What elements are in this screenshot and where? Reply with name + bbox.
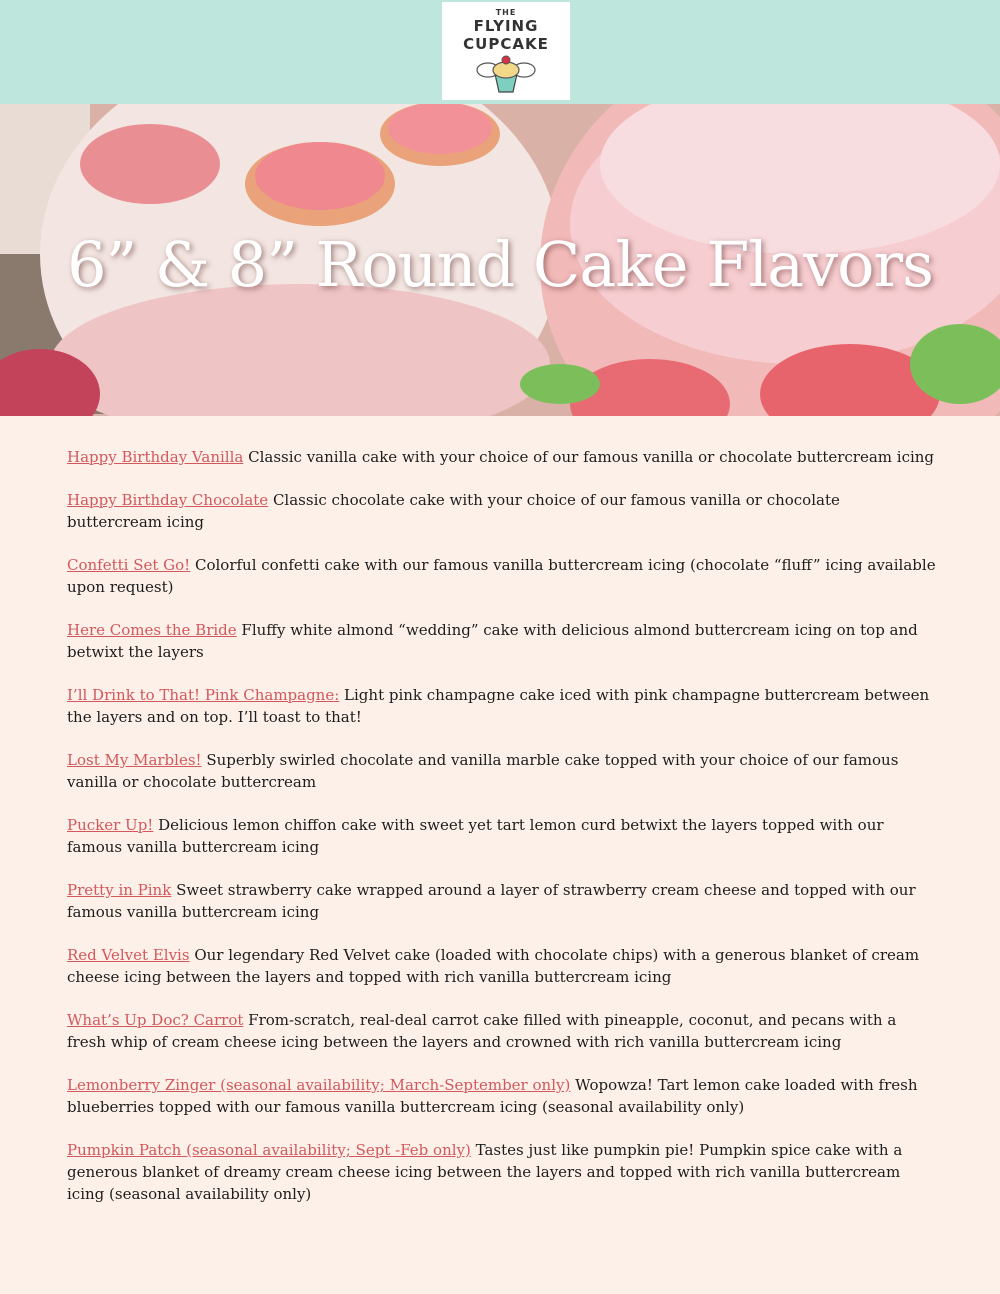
- flavor-description: Fluffy white almond “wedding” cake with delicious almond buttercream icing on top and betwixt the layers: [67, 621, 918, 661]
- flavor-name-link[interactable]: Pretty in Pink: [67, 881, 172, 899]
- header-bar: [0, 0, 1000, 104]
- flavor-name-link[interactable]: Here Comes the Bride: [67, 621, 237, 639]
- flavor-description: Classic vanilla cake with your choice of our famous vanilla or chocolate buttercream icing: [243, 448, 935, 466]
- hero-banner: [0, 104, 1000, 416]
- flavor-name-link[interactable]: Pumpkin Patch (seasonal availability; Sept -Feb only): [67, 1141, 471, 1159]
- flavor-name-link[interactable]: Lost My Marbles!: [67, 751, 202, 769]
- flavor-item: [67, 749, 937, 793]
- flavor-name-link[interactable]: I’ll Drink to That! Pink Champagne:: [67, 686, 340, 704]
- flavor-description: From-scratch, real-deal carrot cake filled with pineapple, coconut, and pecans with a fresh whip of cream cheese icing between the layers and crowned with rich vanilla buttercream icing: [67, 1011, 897, 1051]
- flying-cupcake-logo[interactable]: [442, 2, 570, 100]
- flavor-description: Our legendary Red Velvet cake (loaded with chocolate chips) with a generous blanket of cream cheese icing between the layers and topped with rich vanilla buttercream icing: [67, 946, 920, 986]
- flavor-item: [67, 944, 937, 988]
- flavor-name-link[interactable]: Lemonberry Zinger (seasonal availability; March-September only): [67, 1076, 571, 1094]
- flavor-description: Delicious lemon chiffon cake with sweet yet tart lemon curd betwixt the layers topped with our famous vanilla buttercream icing: [67, 816, 884, 856]
- flavor-name-link[interactable]: Pucker Up!: [67, 816, 154, 834]
- flavor-item: [67, 684, 937, 728]
- flavor-description: Superbly swirled chocolate and vanilla marble cake topped with your choice of our famous vanilla or chocolate buttercream: [67, 751, 899, 791]
- flavor-name-link[interactable]: Red Velvet Elvis: [67, 946, 190, 964]
- flavor-description: Colorful confetti cake with our famous vanilla buttercream icing (chocolate “fluff” icing available upon request): [67, 556, 936, 596]
- flavor-name-link[interactable]: Confetti Set Go!: [67, 556, 191, 574]
- flavor-item: [67, 1009, 937, 1053]
- logo-line-1: THE: [495, 8, 517, 17]
- flavor-description: Tastes just like pumpkin pie! Pumpkin spice cake with a generous blanket of dreamy cream cheese icing between the layers and topped with rich vanilla buttercream icing (seasonal availability only): [67, 1141, 903, 1203]
- flavor-item: [67, 489, 937, 533]
- cupcake-wings-icon: [476, 52, 536, 96]
- flavor-description: Sweet strawberry cake wrapped around a layer of strawberry cream cheese and topped with our famous vanilla buttercream icing: [67, 881, 916, 921]
- logo-line-2: FLYING: [473, 17, 539, 35]
- flavor-name-link[interactable]: What’s Up Doc? Carrot: [67, 1011, 244, 1029]
- page-title: 6” & 8” Round Cake Flavors: [67, 228, 933, 301]
- flavor-item: [67, 814, 937, 858]
- flavor-description: Wopowza! Tart lemon cake loaded with fresh blueberries topped with our famous vanilla buttercream icing (seasonal availability only): [67, 1076, 918, 1116]
- flavor-item: [67, 554, 937, 598]
- flavor-item: [67, 879, 937, 923]
- flavor-item: [67, 1074, 937, 1118]
- flavor-item: [67, 1139, 937, 1205]
- flavor-item: [67, 619, 937, 663]
- logo-line-3: CUPCAKE: [463, 35, 549, 53]
- flavor-name-link[interactable]: Happy Birthday Chocolate: [67, 491, 269, 509]
- flavor-item: [67, 446, 937, 468]
- flavor-description: Light pink champagne cake iced with pink champagne buttercream between the layers and on top. I’ll toast to that!: [67, 686, 930, 726]
- flavor-description: Classic chocolate cake with your choice of our famous vanilla or chocolate buttercream icing: [67, 491, 840, 531]
- flavor-list: [67, 446, 937, 1226]
- flavor-name-link[interactable]: Happy Birthday Vanilla: [67, 448, 244, 466]
